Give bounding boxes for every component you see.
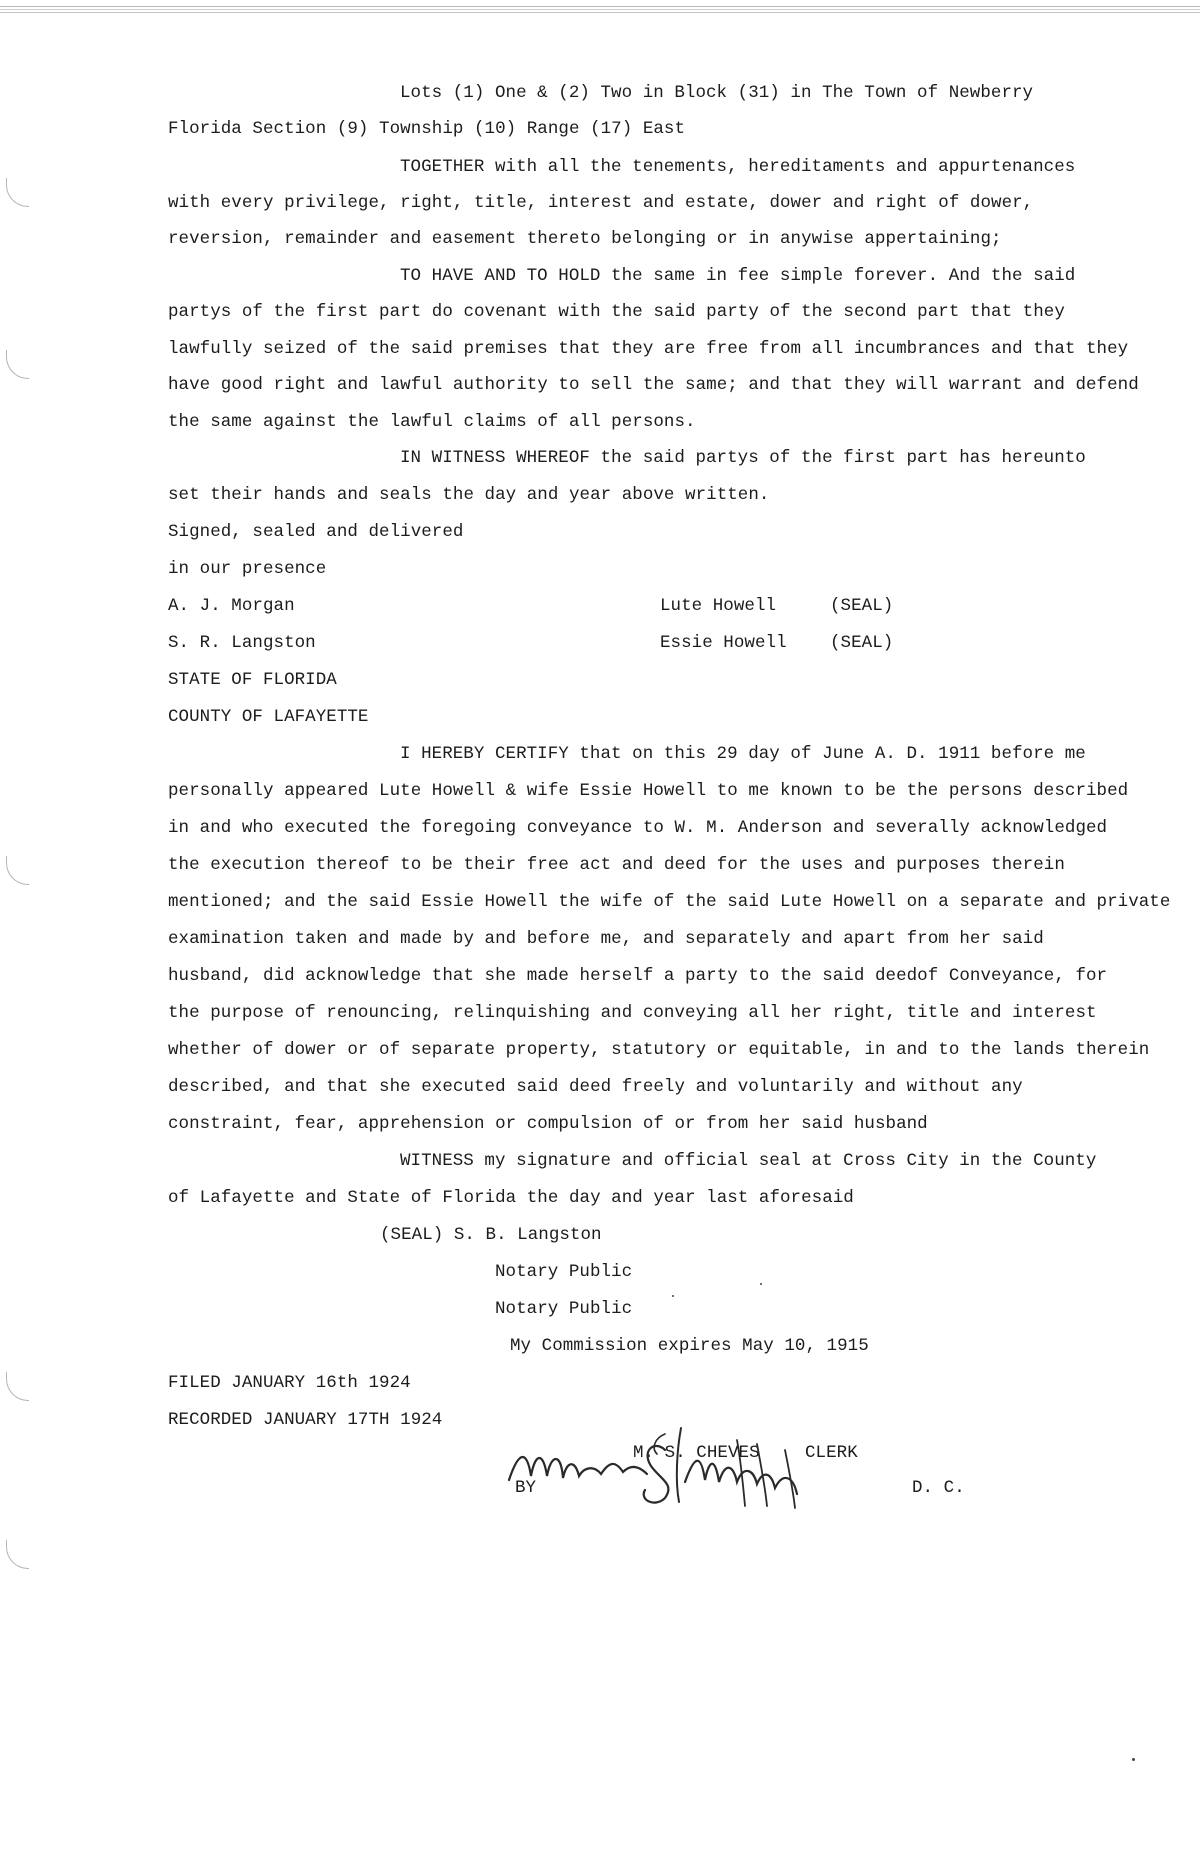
county-venue: COUNTY OF LAFAYETTE xyxy=(168,707,369,727)
top-border-line xyxy=(0,12,1200,13)
witness-clause-line: IN WITNESS WHEREOF the said partys of the first part has hereunto xyxy=(400,448,1086,468)
notary-signature: (SEAL) S. B. Langston xyxy=(380,1225,602,1245)
habendum-clause-line: TO HAVE AND TO HOLD the same in fee simple forever. And the said xyxy=(400,266,1076,286)
punch-hole-mark xyxy=(6,178,29,207)
presence-line: in our presence xyxy=(168,559,327,579)
together-clause-line: TOGETHER with all the tenements, hereditaments and appurtenances xyxy=(400,157,1076,177)
commission-expiry: My Commission expires May 10, 1915 xyxy=(510,1336,869,1356)
recorded-date: RECORDED JANUARY 17TH 1924 xyxy=(168,1410,443,1430)
acknowledgment-line: in and who executed the foregoing conveyance to W. M. Anderson and severally acknowledged xyxy=(168,818,1108,838)
together-clause-line: with every privilege, right, title, interest and estate, dower and right of dower, xyxy=(168,193,1034,213)
habendum-clause-line: partys of the first part do covenant with the said party of the second part that they xyxy=(168,302,1065,322)
ink-speck xyxy=(1132,1758,1135,1761)
punch-hole-mark xyxy=(6,350,29,379)
acknowledgment-line: constraint, fear, apprehension or compulsion of or from her said husband xyxy=(168,1114,928,1134)
habendum-clause-line: have good right and lawful authority to sell the same; and that they will warrant and defend xyxy=(168,375,1139,395)
ink-speck xyxy=(760,1283,762,1285)
ink-speck xyxy=(672,1295,674,1297)
habendum-clause-line: the same against the lawful claims of all persons. xyxy=(168,412,696,432)
notary-title: Notary Public xyxy=(495,1262,633,1282)
property-description-line: Lots (1) One & (2) Two in Block (31) in The Town of Newberry xyxy=(400,83,1034,103)
acknowledgment-line: whether of dower or of separate property, statutory or equitable, in and to the lands therein xyxy=(168,1040,1150,1060)
property-description-line: Florida Section (9) Township (10) Range (17) East xyxy=(168,119,686,139)
grantor-seal: (SEAL) xyxy=(830,633,894,653)
state-venue: STATE OF FLORIDA xyxy=(168,670,337,690)
deputy-clerk-label: D. C. xyxy=(912,1478,965,1498)
grantor-name: Lute Howell xyxy=(660,596,777,616)
acknowledgment-line: described, and that she executed said deed freely and voluntarily and without any xyxy=(168,1077,1023,1097)
acknowledgment-line: husband, did acknowledge that she made herself a party to the said deedof Conveyance, for xyxy=(168,966,1108,986)
grantor-name: Essie Howell xyxy=(660,633,787,653)
handwritten-signature xyxy=(505,1410,845,1520)
acknowledgment-line: mentioned; and the said Essie Howell the wife of the said Lute Howell on a separate and private xyxy=(168,892,1171,912)
notary-title: Notary Public xyxy=(495,1299,633,1319)
filed-date: FILED JANUARY 16th 1924 xyxy=(168,1373,411,1393)
acknowledgment-line: personally appeared Lute Howell & wife Essie Howell to me known to be the persons described xyxy=(168,781,1129,801)
top-border-line xyxy=(0,9,1200,10)
by-label: BY xyxy=(515,1478,537,1498)
acknowledgment-line: I HEREBY CERTIFY that on this 29 day of June A. D. 1911 before me xyxy=(400,744,1086,764)
notary-witness-line: WITNESS my signature and official seal at Cross City in the County xyxy=(400,1151,1097,1171)
habendum-clause-line: lawfully seized of the said premises that they are free from all incumbrances and that they xyxy=(168,339,1129,359)
acknowledgment-line: the purpose of renouncing, relinquishing and conveying all her right, title and interest xyxy=(168,1003,1097,1023)
punch-hole-mark xyxy=(6,856,29,885)
witness-name: S. R. Langston xyxy=(168,633,316,653)
punch-hole-mark xyxy=(6,1372,29,1401)
clerk-name: M. S. CHEVES xyxy=(633,1443,760,1463)
notary-witness-line: of Lafayette and State of Florida the day and year last aforesaid xyxy=(168,1188,854,1208)
clerk-title: CLERK xyxy=(805,1443,858,1463)
together-clause-line: reversion, remainder and easement thereto belonging or in anywise appertaining; xyxy=(168,229,1002,249)
punch-hole-mark xyxy=(6,1540,29,1569)
acknowledgment-line: the execution thereof to be their free act and deed for the uses and purposes therein xyxy=(168,855,1065,875)
witness-clause-line: set their hands and seals the day and year above written. xyxy=(168,485,770,505)
witness-name: A. J. Morgan xyxy=(168,596,295,616)
top-border-line xyxy=(0,6,1200,7)
acknowledgment-line: examination taken and made by and before me, and separately and apart from her said xyxy=(168,929,1044,949)
grantor-seal: (SEAL) xyxy=(830,596,894,616)
signed-sealed-line: Signed, sealed and delivered xyxy=(168,522,464,542)
